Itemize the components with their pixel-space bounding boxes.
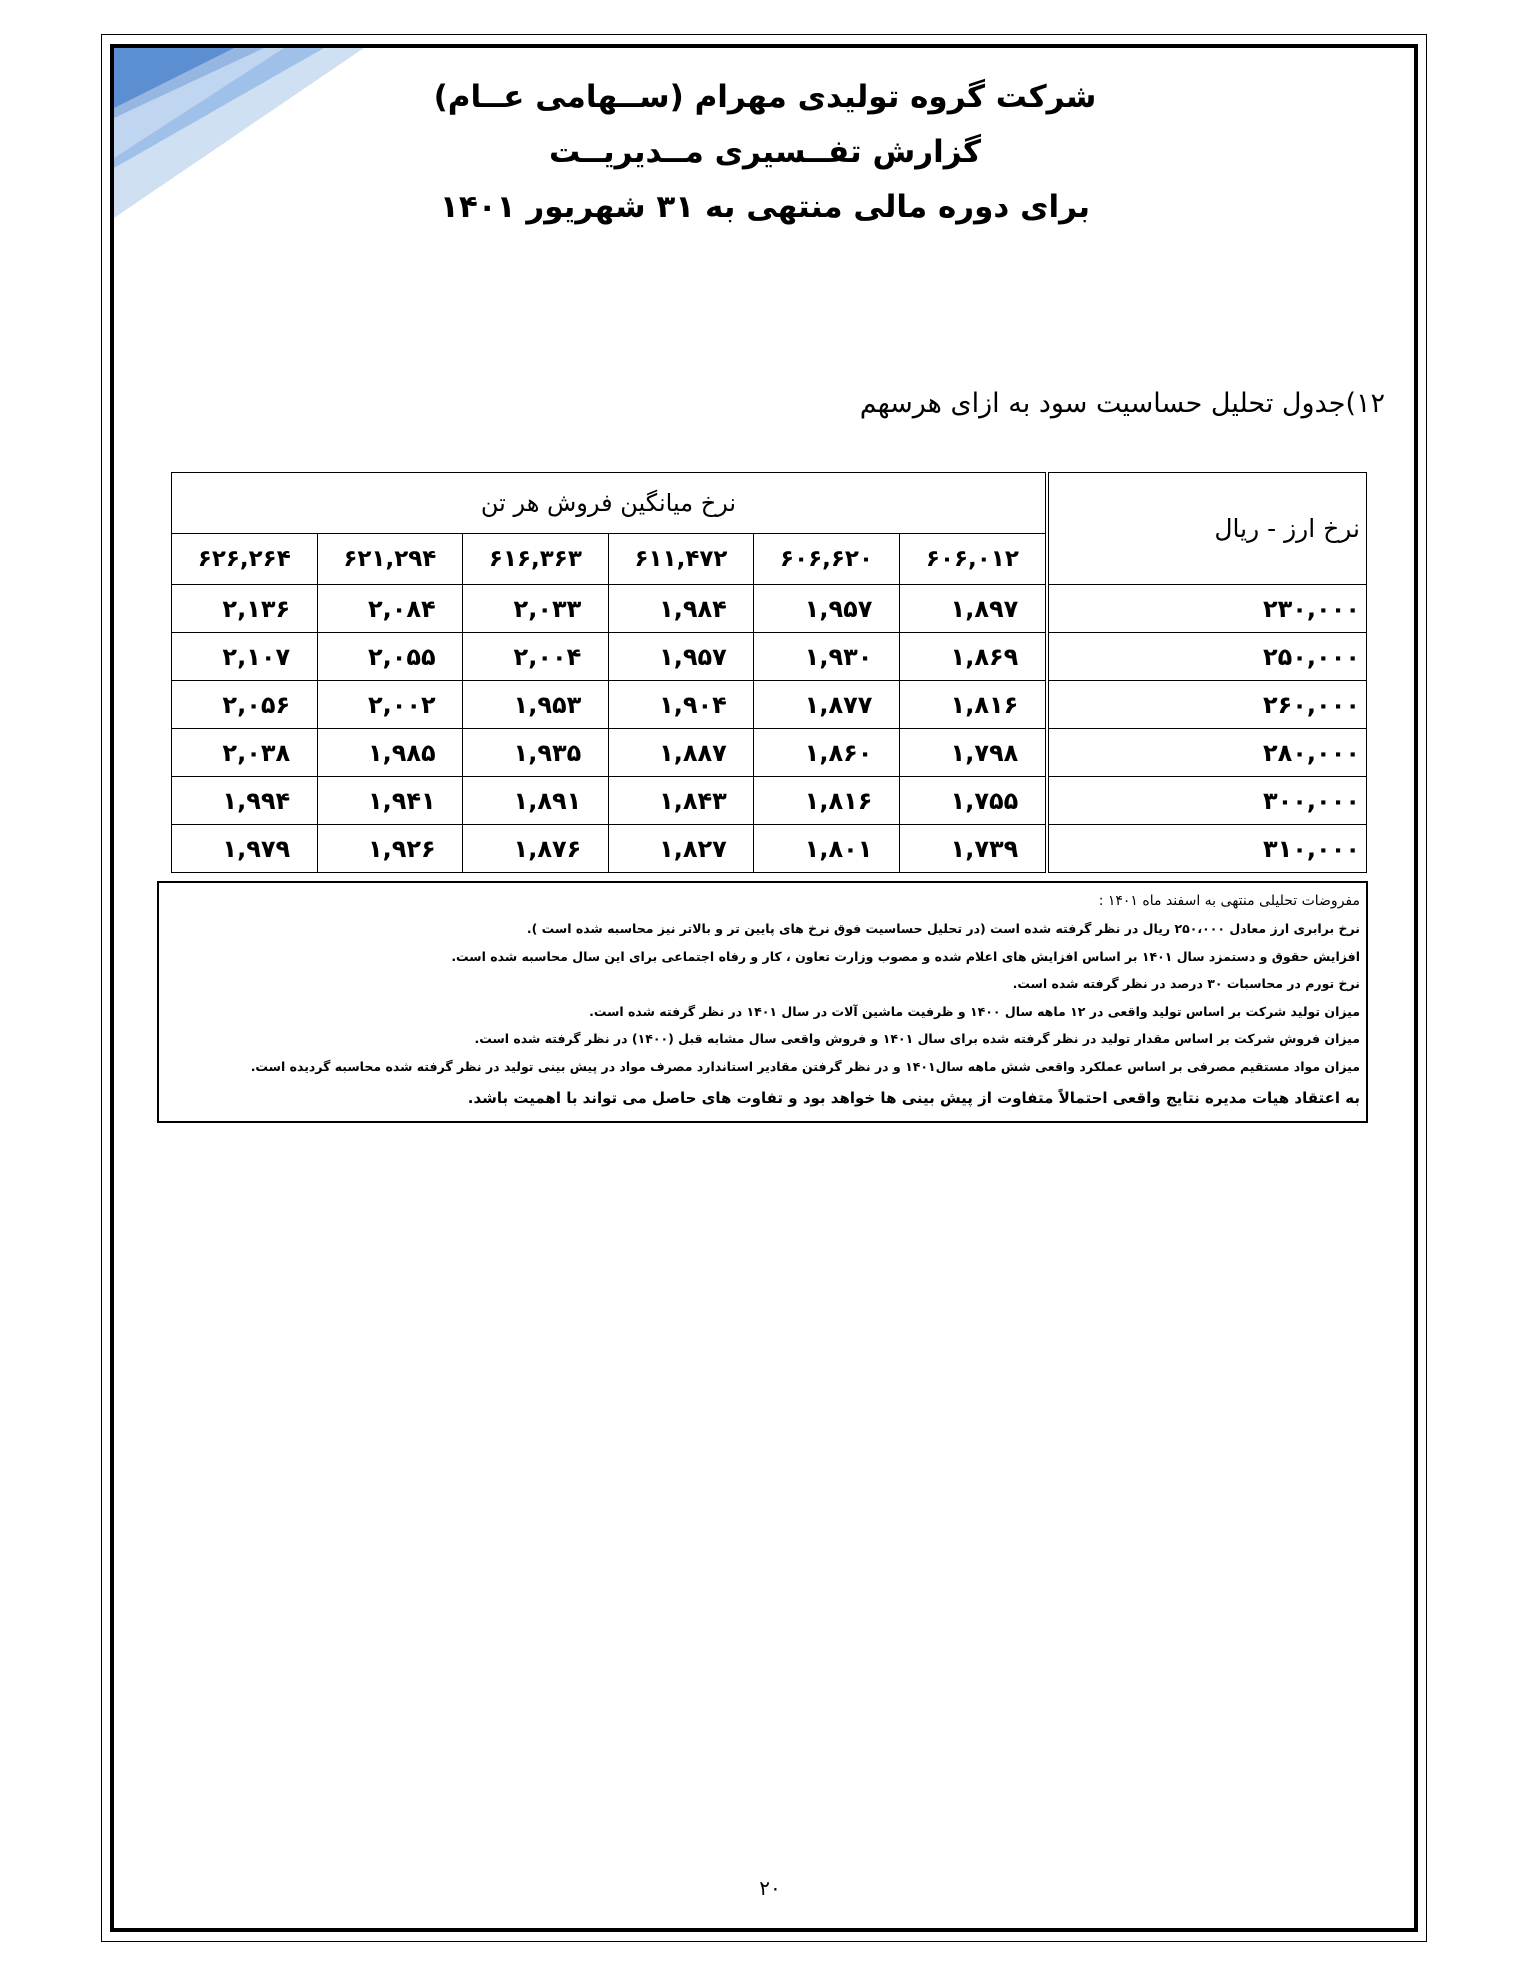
table-cell: ۱,۸۱۶	[899, 681, 1047, 729]
table-cell: ۱,۷۵۵	[899, 777, 1047, 825]
table-cell: ۲,۰۵۶	[172, 681, 318, 729]
assumption-item: نرخ تورم در محاسبات ۳۰ درصد در نظر گرفته شده است.	[1012, 976, 1360, 991]
page-number: ۲۰	[759, 1876, 781, 1900]
rate-cell: ۳۰۰,۰۰۰	[1047, 777, 1367, 825]
table-cell: ۱,۹۹۴	[172, 777, 318, 825]
assumption-item: میزان فروش شرکت بر اساس مقدار تولید در نظر گرفته شده برای سال ۱۴۰۱ و فروش واقعی سال مشابه قبل (۱۴۰۰) در نظر گرفته شده است.	[474, 1031, 1360, 1046]
table-cell: ۱,۸۰۱	[754, 825, 900, 873]
report-period: برای دوره مالی منتهی به ۳۱ شهریور ۱۴۰۱	[439, 189, 1091, 225]
table-row	[172, 681, 1367, 729]
assumption-item: افزایش حقوق و دستمزد سال ۱۴۰۱ بر اساس افزایش های اعلام شده و مصوب وزارت تعاون ، کار و رفاه اجتماعی برای این سال محاسبه شده است.	[451, 948, 1360, 964]
table-cell: ۱,۹۳۰	[754, 633, 900, 681]
price-group-header: نرخ میانگین فروش هر تن	[172, 473, 1048, 534]
rate-cell: ۲۶۰,۰۰۰	[1047, 681, 1367, 729]
company-name: شرکت گروه تولیدی مهرام (ســهامی عــام)	[433, 79, 1097, 115]
report-title: گزارش تفــسیری مــدیریــت	[548, 134, 982, 170]
price-column-header: ۶۱۶,۳۶۳	[463, 534, 609, 585]
table-row	[172, 585, 1367, 633]
table-cell: ۱,۸۷۷	[754, 681, 900, 729]
report-header	[300, 70, 1230, 235]
board-statement: به اعتقاد هیات مدیره نتایج واقعی احتمالاً متفاوت از پیش بینی ها خواهد بود و تفاوت های حاصل می تواند با اهمیت باشد.	[467, 1089, 1360, 1107]
table-cell: ۲,۰۰۲	[317, 681, 463, 729]
table-cell: ۱,۹۴۱	[317, 777, 463, 825]
price-column-header: ۶۲۱,۲۹۴	[317, 534, 463, 585]
table-cell: ۱,۸۴۳	[608, 777, 754, 825]
table-cell: ۱,۹۰۴	[608, 681, 754, 729]
table-cell: ۲,۱۳۶	[172, 585, 318, 633]
table-cell: ۱,۹۷۹	[172, 825, 318, 873]
table-cell: ۱,۸۱۶	[754, 777, 900, 825]
table-cell: ۲,۰۵۵	[317, 633, 463, 681]
assumption-item: نرخ برابری ارز معادل ۲۵۰،۰۰۰ ریال در نظر گرفته شده است (در تحلیل حساسیت فوق نرخ های پایین تر و بالاتر نیز محاسبه شده است ).	[526, 921, 1360, 936]
table-cell: ۱,۸۲۷	[608, 825, 754, 873]
table-header-row	[172, 473, 1367, 534]
rate-cell: ۲۳۰,۰۰۰	[1047, 585, 1367, 633]
rate-cell: ۲۸۰,۰۰۰	[1047, 729, 1367, 777]
rate-cell: ۲۵۰,۰۰۰	[1047, 633, 1367, 681]
table-cell: ۱,۸۹۱	[463, 777, 609, 825]
table-cell: ۱,۸۹۷	[899, 585, 1047, 633]
table-cell: ۱,۸۶۰	[754, 729, 900, 777]
table-row	[172, 825, 1367, 873]
price-column-header: ۶۱۱,۴۷۲	[608, 534, 754, 585]
table-cell: ۱,۹۵۷	[754, 585, 900, 633]
table-cell: ۱,۸۸۷	[608, 729, 754, 777]
assumptions-box	[157, 881, 1368, 1123]
table-cell: ۱,۹۵۷	[608, 633, 754, 681]
table-cell: ۱,۸۷۶	[463, 825, 609, 873]
table-cell: ۱,۷۹۸	[899, 729, 1047, 777]
rate-cell: ۳۱۰,۰۰۰	[1047, 825, 1367, 873]
table-row	[172, 633, 1367, 681]
table-cell: ۲,۰۰۴	[463, 633, 609, 681]
rate-column-header: نرخ ارز - ریال	[1047, 473, 1367, 585]
assumptions-title: مفروضات تحلیلی منتهی به اسفند ماه ۱۴۰۱ :	[1098, 893, 1360, 909]
table-cell: ۱,۹۸۴	[608, 585, 754, 633]
assumption-item: میزان مواد مستقیم مصرفی بر اساس عملکرد واقعی شش ماهه سال۱۴۰۱ و در نظر گرفتن مقادیر استاندارد مصرف مواد در پیش بینی تولید در نظر گرفته شده محاسبه گردیده است.	[250, 1058, 1360, 1074]
price-column-header: ۶۲۶,۲۶۴	[172, 534, 318, 585]
table-cell: ۲,۰۳۸	[172, 729, 318, 777]
section-title: ۱۲)جدول تحلیل حساسیت سود به ازای هرسهم	[859, 388, 1385, 419]
table-cell: ۲,۰۸۴	[317, 585, 463, 633]
table-cell: ۱,۹۸۵	[317, 729, 463, 777]
sensitivity-table	[171, 472, 1367, 873]
price-column-header: ۶۰۶,۰۱۲	[899, 534, 1047, 585]
table-row	[172, 729, 1367, 777]
price-column-header: ۶۰۶,۶۲۰	[754, 534, 900, 585]
table-cell: ۱,۹۲۶	[317, 825, 463, 873]
table-cell: ۱,۹۳۵	[463, 729, 609, 777]
assumption-item: میزان تولید شرکت بر اساس تولید واقعی در ۱۲ ماهه سال ۱۴۰۰ و ظرفیت ماشین آلات در سال ۱۴۰۱ در نظر گرفته شده است.	[589, 1003, 1360, 1019]
table-cell: ۱,۷۳۹	[899, 825, 1047, 873]
table-cell: ۱,۸۶۹	[899, 633, 1047, 681]
table-row	[172, 777, 1367, 825]
table-cell: ۱,۹۵۳	[463, 681, 609, 729]
table-cell: ۲,۰۳۳	[463, 585, 609, 633]
table-cell: ۲,۱۰۷	[172, 633, 318, 681]
